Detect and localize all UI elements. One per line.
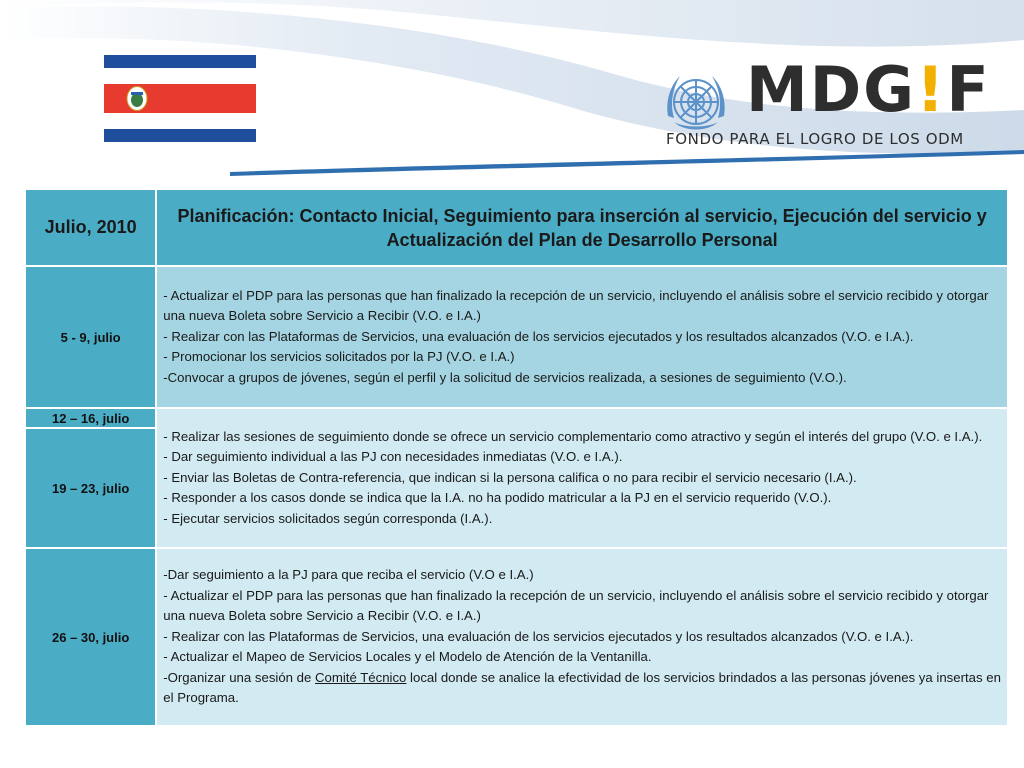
activity-line: - Ejecutar servicios solicitados según corresponda (I.A.).	[163, 510, 493, 526]
activity-line: - Enviar las Boletas de Contra-referencia, que indican si la persona califica o no para recibir el servicio necesario (I.A.).	[163, 469, 857, 485]
activity-line: - Realizar con las Plataformas de Servicios, una evaluación de los servicios ejecutados y los resultados alcanzados (V.O. e I.A.).	[163, 628, 914, 644]
activity-line: - Actualizar el PDP para las personas que han finalizado la recepción de un servicio, incluyendo el análisis sobre el servicio recibido y otorgar una nueva Boleta sobre Servicio a Recibir (V.O. e I.A.)	[163, 587, 989, 624]
mdgf-wordmark: MDG!F	[746, 53, 991, 126]
header-date-cell: Julio, 2010	[25, 189, 156, 266]
table-row	[25, 548, 1008, 726]
row-date-cell: 26 – 30, julio	[25, 548, 156, 726]
un-emblem-icon	[660, 66, 732, 138]
activity-line: - Realizar con las Plataformas de Servicios, una evaluación de los servicios ejecutados y los resultados alcanzados (V.O. e I.A.).	[163, 328, 914, 344]
activity-line: -Dar seguimiento a la PJ para que reciba el servicio (V.O e I.A.)	[163, 567, 534, 583]
header-title-cell: Planificación: Contacto Inicial, Seguimiento para inserción al servicio, Ejecución del servicio y Actualización del Plan de Desarrollo Personal	[156, 189, 1008, 266]
row-activities-cell	[156, 266, 1008, 408]
activity-line: -Convocar a grupos de jóvenes, según el perfil y la solicitud de servicios realizada, a sesiones de seguimiento (V.O.).	[163, 369, 847, 385]
row-activities-cell	[156, 408, 1008, 548]
comite-tecnico-link[interactable]: Comité Técnico	[315, 669, 407, 685]
activity-text: local donde se analice la efectividad de los servicios brindados a las personas jóvenes ya insertas en el Programa.	[163, 669, 1001, 706]
table-row	[25, 408, 1008, 428]
row-date-cell: 12 – 16, julio	[25, 408, 156, 428]
row-date-cell: 19 – 23, julio	[25, 428, 156, 548]
table-header-row	[25, 189, 1008, 266]
planning-table	[24, 188, 1009, 727]
costa-rica-flag-icon	[104, 55, 256, 142]
row-activities-cell	[156, 548, 1008, 726]
activity-line: - Promocionar los servicios solicitados por la PJ (V.O. e I.A.)	[163, 349, 515, 365]
mdgf-logo	[660, 53, 1000, 150]
activity-text: -Organizar una sesión de	[163, 669, 316, 685]
activity-line: - Realizar las sesiones de seguimiento donde se ofrece un servicio complementario como atractivo y según el interés del grupo (V.O. e I.A.).	[163, 428, 983, 444]
activity-line: - Actualizar el Mapeo de Servicios Locales y el Modelo de Atención de la Ventanilla.	[163, 649, 652, 665]
table-row	[25, 266, 1008, 408]
activity-line: - Actualizar el PDP para las personas que han finalizado la recepción de un servicio, incluyendo el análisis sobre el servicio recibido y otorgar una nueva Boleta sobre Servicio a Recibir (V.O. e I.A.)	[163, 287, 989, 324]
logo-tagline: FONDO PARA EL LOGRO DE LOS ODM	[666, 130, 964, 148]
row-date-cell: 5 - 9, julio	[25, 266, 156, 408]
activity-line	[163, 668, 1001, 709]
activity-line: - Dar seguimiento individual a las PJ con necesidades inmediatas (V.O. e I.A.).	[163, 449, 623, 465]
activity-line: - Responder a los casos donde se indica que la I.A. no ha podido matricular a la PJ en el servicio requerido (V.O.).	[163, 490, 832, 506]
